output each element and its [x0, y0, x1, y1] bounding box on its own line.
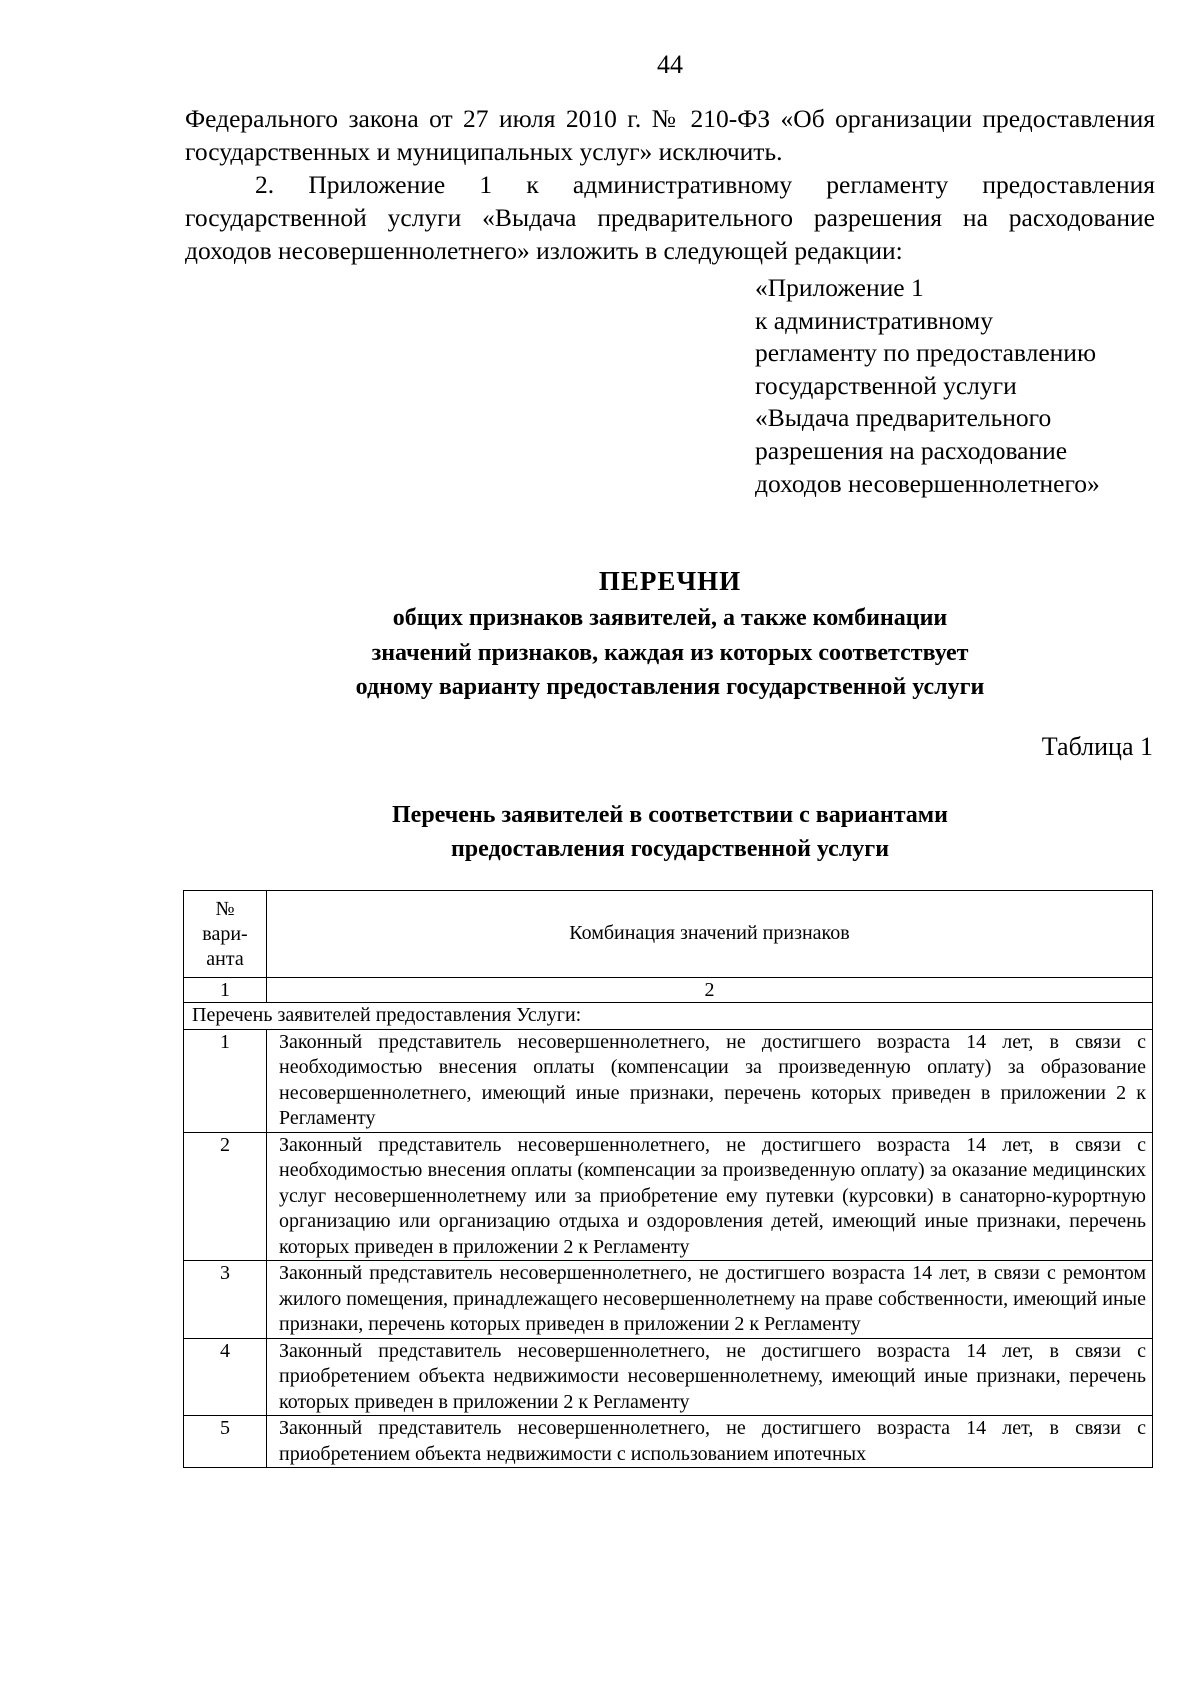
table-title — [185, 798, 1155, 866]
variant-description: Законный представитель несовершеннолетнего, не достигшего возраста 14 лет, в связи с необходимостью внесения оплаты (компенсации за произведенную оплату) за образование несовершеннолетнего, имеющий иные признаки, перечень которых приведен в приложении 2 к Регламенту — [267, 1029, 1153, 1132]
header-combination: Комбинация значений признаков — [267, 891, 1153, 978]
appendix-line: к административному — [755, 305, 993, 335]
table-section-row — [184, 1003, 1153, 1030]
header-variant-number — [184, 891, 267, 978]
appendix-line: разрешения на расходование — [755, 435, 1068, 465]
intro-paragraph-1: Федерального закона от 27 июля 2010 г. № 210-ФЗ «Об организации предоставления государственных и муниципальных услуг» исключить. — [185, 104, 1155, 166]
column-number: 2 — [267, 978, 1153, 1003]
table-row — [184, 1338, 1153, 1416]
header-num-line: № — [215, 897, 235, 920]
section-caption: Перечень заявителей предоставления Услуги: — [184, 1003, 1153, 1030]
appendix-line: государственной услуги — [755, 370, 1017, 400]
variant-number: 5 — [184, 1416, 267, 1468]
intro-text — [185, 102, 1155, 267]
variant-description: Законный представитель несовершеннолетнего, не достигшего возраста 14 лет, в связи с приобретением объекта недвижимости несовершеннолетнему, имеющий иные признаки, перечень которых приведен в приложении 2 к Регламенту — [267, 1338, 1153, 1416]
intro-paragraph-2: 2. Приложение 1 к административному регламенту предоставления государственной услуги «Выдача предварительного разрешения на расходование доходов несовершеннолетнего» изложить в следующей редакции: — [185, 170, 1155, 265]
table-row — [184, 1416, 1153, 1468]
table-row — [184, 1261, 1153, 1339]
header-num-line: анта — [206, 947, 244, 970]
table-label: Таблица 1 — [1041, 732, 1153, 761]
appendix-line: доходов несовершеннолетнего» — [755, 468, 1100, 498]
table-header-row — [184, 891, 1153, 978]
header-num-line: вари- — [202, 922, 248, 945]
variant-description: Законный представитель несовершеннолетнего, не достигшего возраста 14 лет, в связи с ремонтом жилого помещения, принадлежащего несовершеннолетнему на праве собственности, имеющий иные признаки, перечень которых приведен в приложении 2 к Регламенту — [267, 1261, 1153, 1339]
section-heading: ПЕРЕЧНИ — [598, 566, 742, 596]
variant-number: 4 — [184, 1338, 267, 1416]
appendix-line: «Приложение 1 — [755, 273, 924, 302]
variant-number: 1 — [184, 1029, 267, 1132]
column-number-row — [184, 978, 1153, 1003]
subheading-line: общих признаков заявителей, а также комбинации — [392, 605, 948, 631]
applicants-table — [183, 890, 1153, 1468]
appendix-reference — [755, 272, 1175, 500]
variant-description: Законный представитель несовершеннолетнего, не достигшего возраста 14 лет, в связи с приобретением объекта недвижимости с использованием ипотечных — [267, 1416, 1153, 1468]
column-number: 1 — [184, 978, 267, 1003]
subheading-line: значений признаков, каждая из которых соответствует — [371, 639, 969, 666]
appendix-line: «Выдача предварительного — [755, 403, 1052, 433]
table-row — [184, 1132, 1153, 1261]
variant-number: 2 — [184, 1132, 267, 1261]
subheading-line: одному варианту предоставления государственной услуги — [355, 674, 985, 700]
page-number: 44 — [657, 50, 683, 79]
table-title-line: Перечень заявителей в соответствии с вариантами — [392, 802, 948, 828]
variant-number: 3 — [184, 1261, 267, 1339]
section-subheading — [185, 601, 1155, 705]
table-row — [184, 1029, 1153, 1132]
variant-description: Законный представитель несовершеннолетнего, не достигшего возраста 14 лет, в связи с необходимостью внесения оплаты (компенсации за произведенную оплату) за оказание медицинских услуг несовершеннолетнему или за приобретение ему путевки (курсовки) в санаторно-курортную организацию или организацию отдыха и оздоровления детей, имеющий иные признаки, перечень которых приведен в приложении 2 к Регламенту — [267, 1132, 1153, 1261]
table-title-line: предоставления государственной услуги — [450, 836, 890, 862]
appendix-line: регламенту по предоставлению — [755, 338, 1097, 368]
